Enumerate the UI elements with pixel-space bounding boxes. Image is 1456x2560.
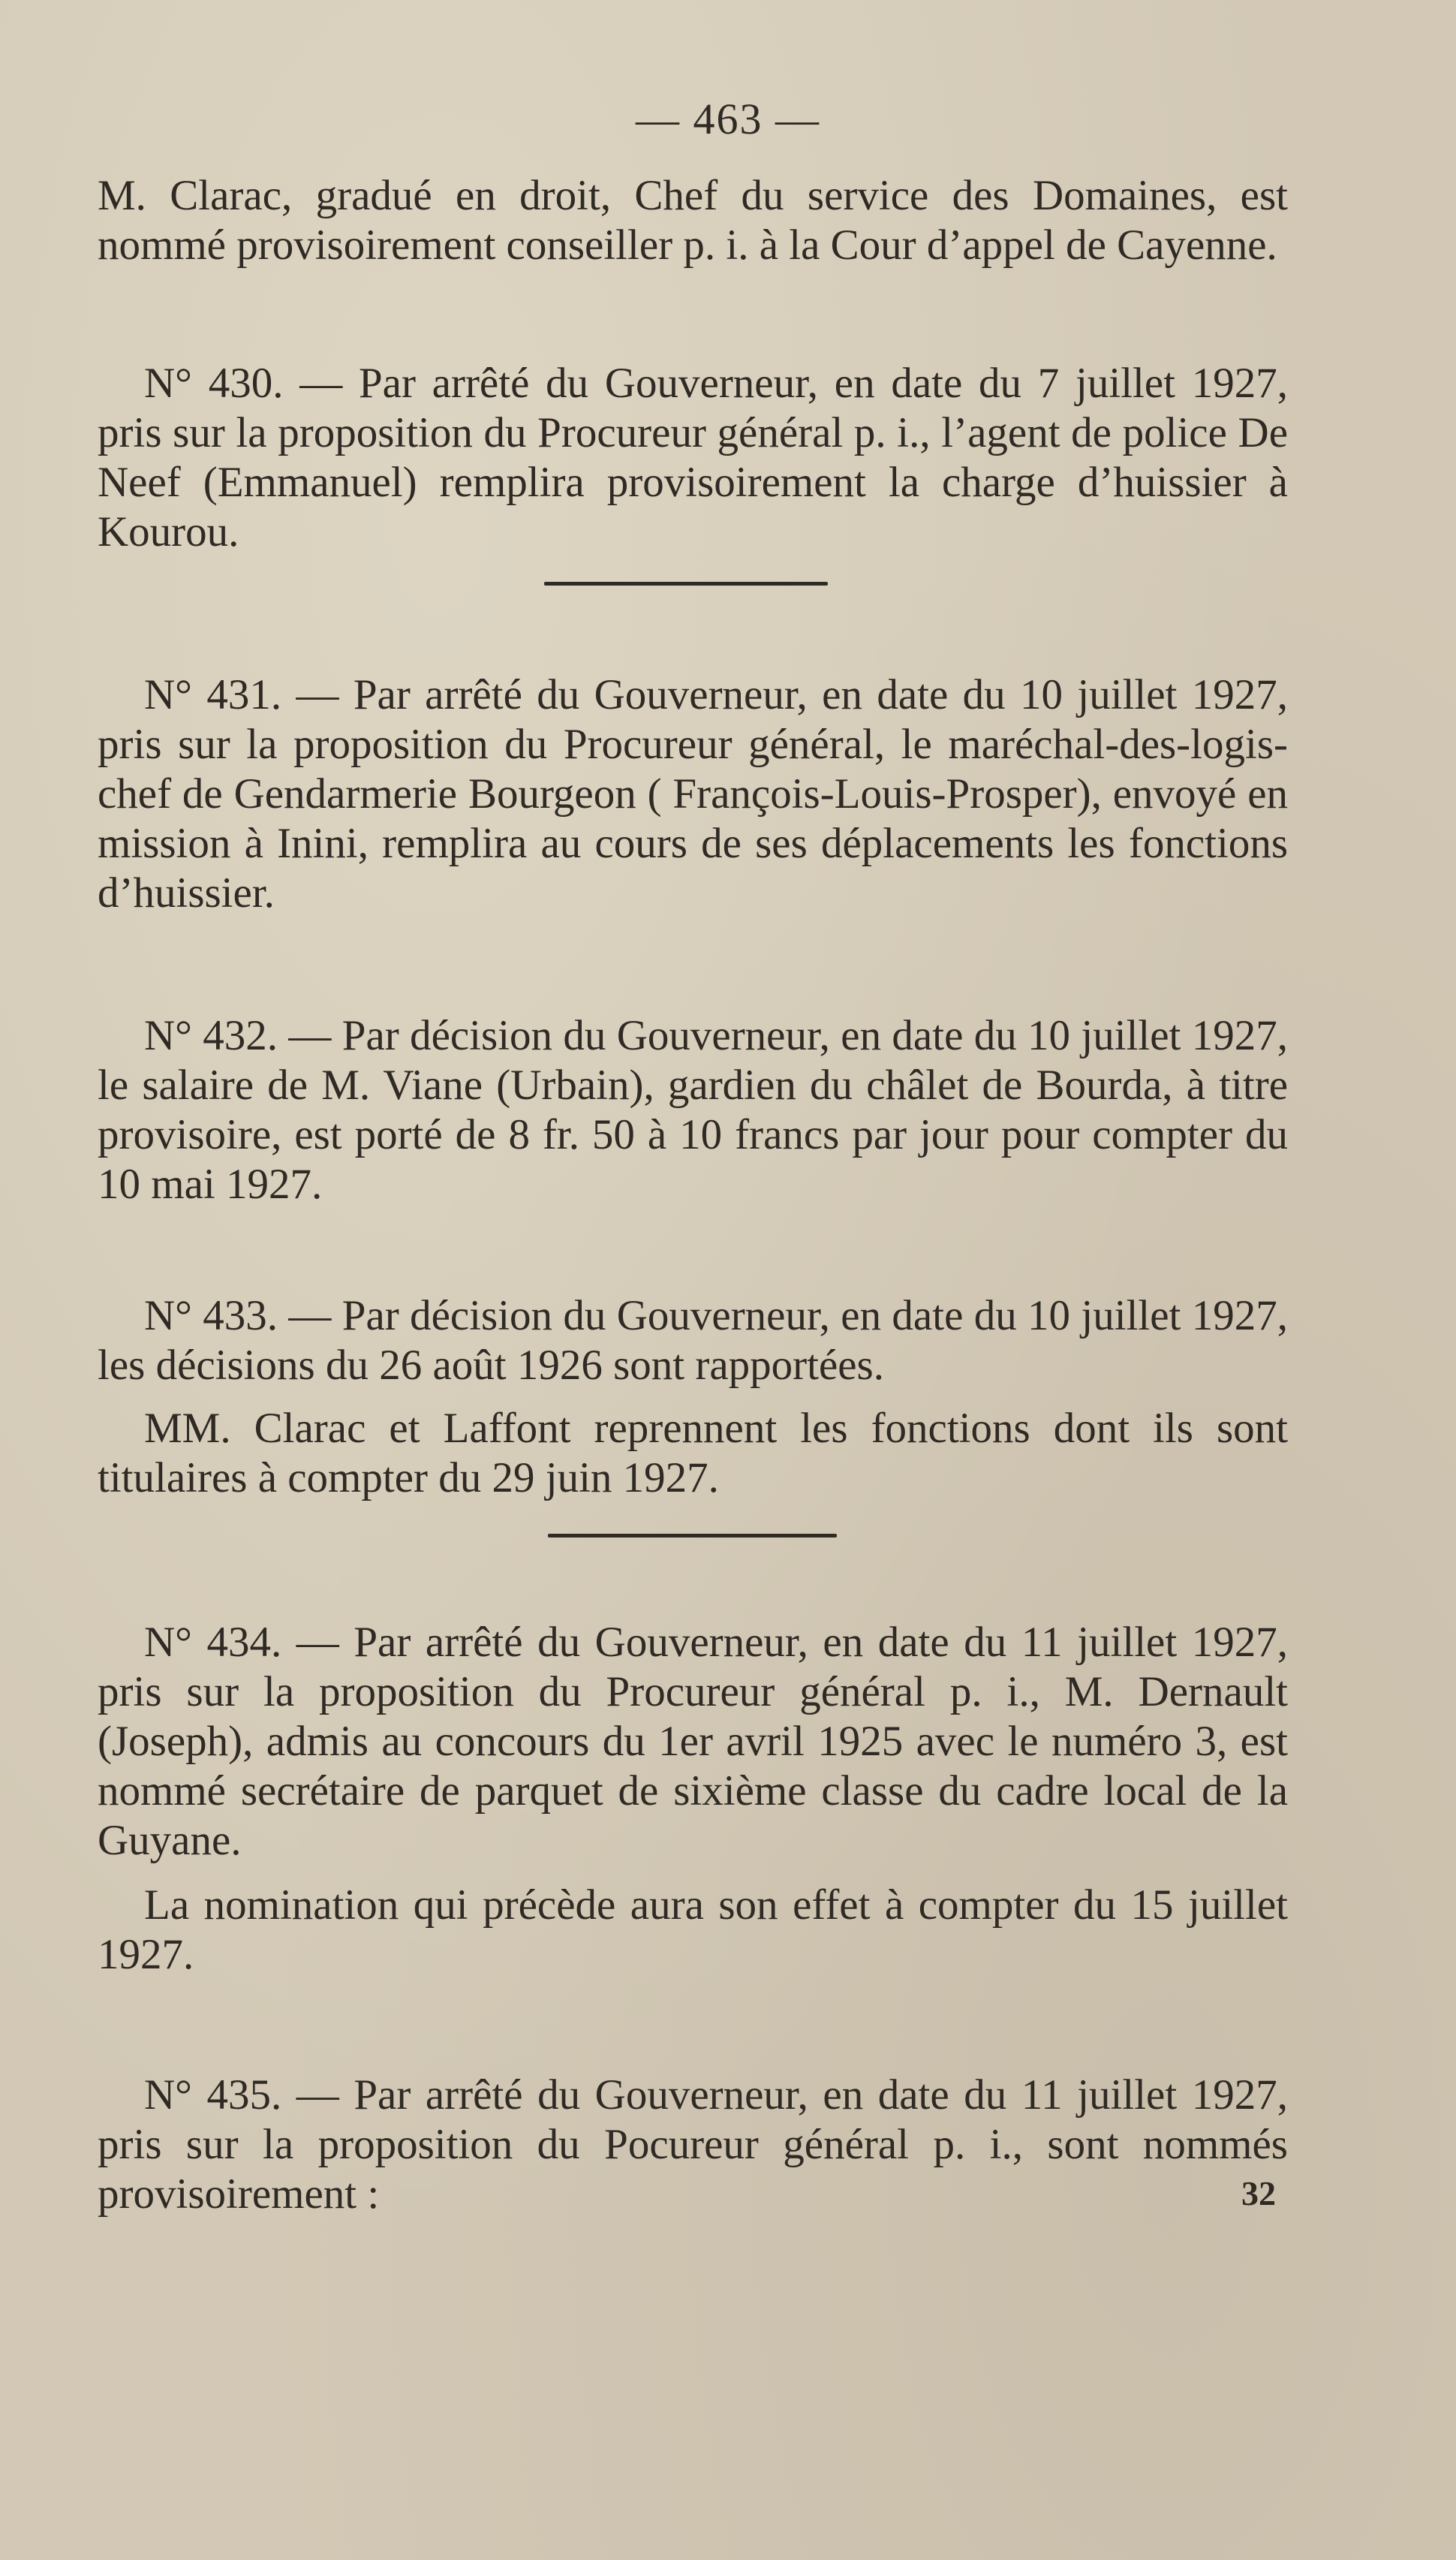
- paragraph: N° 432. — Par décision du Gouverneur, en date du 10 juillet 1927, le salaire de M. Viane (Urbain), gardien du châlet de Bourda, à titre provisoire, est porté de 8 fr. 50 à 10 francs par jour pour compter du 10 mai 1927.: [98, 1012, 1288, 1208]
- paragraph: MM. Clarac et Laffont reprennent les fonctions dont ils sont titulaires à compter du 29 juin 1927.: [98, 1405, 1288, 1501]
- divider: [544, 582, 828, 586]
- entry-431: [98, 670, 1288, 918]
- entry-432: [98, 1011, 1288, 1209]
- entry-435: [98, 2071, 1288, 2219]
- paragraph: N° 434. — Par arrêté du Gouverneur, en date du 11 juillet 1927, pris sur la proposition du Procureur général p. i., M. Dernault (Joseph), admis au concours du 1er avril 1925 avec le numéro 3, est nommé secrétaire de parquet de sixième classe du cadre local de la Guyane.: [98, 1619, 1288, 1864]
- entry-continuation: [98, 171, 1288, 270]
- signature-mark: 32: [1241, 2174, 1276, 2212]
- divider: [548, 1534, 837, 1538]
- paragraph: La nomination qui précède aura son effet à compter du 15 juillet 1927.: [98, 1881, 1288, 1978]
- entry-433: [98, 1291, 1288, 1503]
- page-number: — 463 —: [636, 95, 820, 143]
- paragraph: M. Clarac, gradué en droit, Chef du service des Domaines, est nommé provisoirement conseiller p. i. à la Cour d’appel de Cayenne.: [98, 172, 1288, 269]
- entry-434: [98, 1618, 1288, 1980]
- paragraph: N° 435. — Par arrêté du Gouverneur, en date du 11 juillet 1927, pris sur la proposition du Pocureur général p. i., sont nommés provisoirement :: [98, 2071, 1288, 2218]
- paragraph: N° 430. — Par arrêté du Gouverneur, en date du 7 juillet 1927, pris sur la proposition du Procureur général p. i., l’agent de police De Neef (Emmanuel) remplira provisoirement la charge d’huissier à Kourou.: [98, 360, 1288, 556]
- paragraph: N° 433. — Par décision du Gouverneur, en date du 10 juillet 1927, les décisions du 26 août 1926 sont rapportées.: [98, 1292, 1288, 1389]
- entry-430: [98, 359, 1288, 557]
- paragraph: N° 431. — Par arrêté du Gouverneur, en date du 10 juillet 1927, pris sur la proposition du Procureur général, le maréchal-des-logis-chef de Gendarmerie Bourgeon ( François-Louis-Prosper), envoyé en mission à Inini, remplira au cours de ses déplacements les fonctions d’huissier.: [98, 671, 1288, 917]
